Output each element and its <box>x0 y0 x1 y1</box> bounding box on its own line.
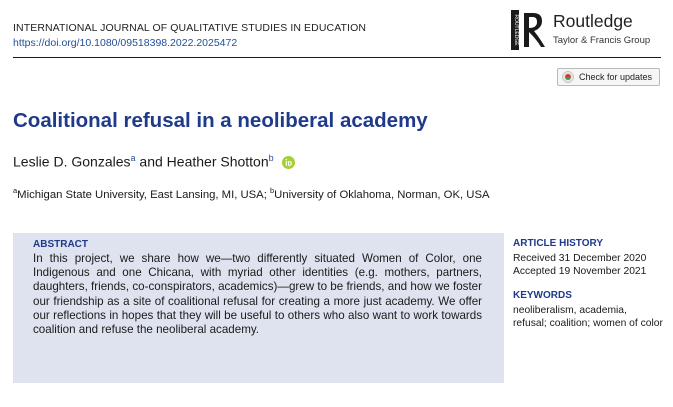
journal-name: INTERNATIONAL JOURNAL OF QUALITATIVE STUDIES IN EDUCATION <box>13 22 367 34</box>
abstract-heading: ABSTRACT <box>33 239 88 250</box>
doi-link[interactable]: https://doi.org/10.1080/09518398.2022.2025472 <box>13 37 238 49</box>
author-list <box>13 153 295 170</box>
keywords-list: neoliberalism, academia, refusal; coalition; women of color <box>513 305 663 329</box>
author-connector: and <box>135 153 167 170</box>
received-date: Received 31 December 2020 <box>513 253 647 264</box>
affiliation-text: Michigan State University, East Lansing, MI, USA; <box>17 188 270 201</box>
article-title: Coalitional refusal in a neoliberal academy <box>13 109 428 132</box>
check-for-updates-label: Check for updates <box>579 72 653 82</box>
abstract-text: In this project, we share how we—two differently situated Women of Color, one Indigenous and one Chicana, with myriad other identities (e.g. mothers, partners, daughters, friends, co-conspirators, academics)—grew to be friends, and how we foster our friendship as a site of coalitional refusal for creating a more just academy. We offer our reflections in hopes that they will be useful to others who also want to work towards coalition and refuse the neoliberal academy. <box>33 252 482 337</box>
publisher-name: Routledge <box>553 11 633 31</box>
routledge-logo-icon <box>511 10 545 50</box>
article-history-heading: ARTICLE HISTORY <box>513 238 604 249</box>
affiliation-marker: b <box>268 153 274 163</box>
keywords-heading: KEYWORDS <box>513 290 572 301</box>
abstract-box <box>13 233 504 383</box>
publisher-subtitle: Taylor & Francis Group <box>553 35 651 46</box>
svg-text:ROUTLEDGE: ROUTLEDGE <box>513 14 519 46</box>
publisher-logo[interactable] <box>511 8 661 52</box>
affiliation-marker: a <box>13 186 18 195</box>
crossmark-icon <box>562 71 574 83</box>
affiliation-marker: b <box>270 186 275 195</box>
orcid-icon[interactable] <box>282 156 295 169</box>
author-name[interactable]: Heather Shotton <box>166 153 269 170</box>
accepted-date: Accepted 19 November 2021 <box>513 266 647 277</box>
affiliation-text: University of Oklahoma, Norman, OK, USA <box>274 188 490 201</box>
article-sidebar <box>513 238 663 330</box>
author-name[interactable]: Leslie D. Gonzales <box>13 153 131 170</box>
check-for-updates-button[interactable] <box>557 68 660 86</box>
affiliation-marker: a <box>130 153 136 163</box>
header-divider <box>13 57 661 58</box>
affiliations <box>13 186 490 201</box>
